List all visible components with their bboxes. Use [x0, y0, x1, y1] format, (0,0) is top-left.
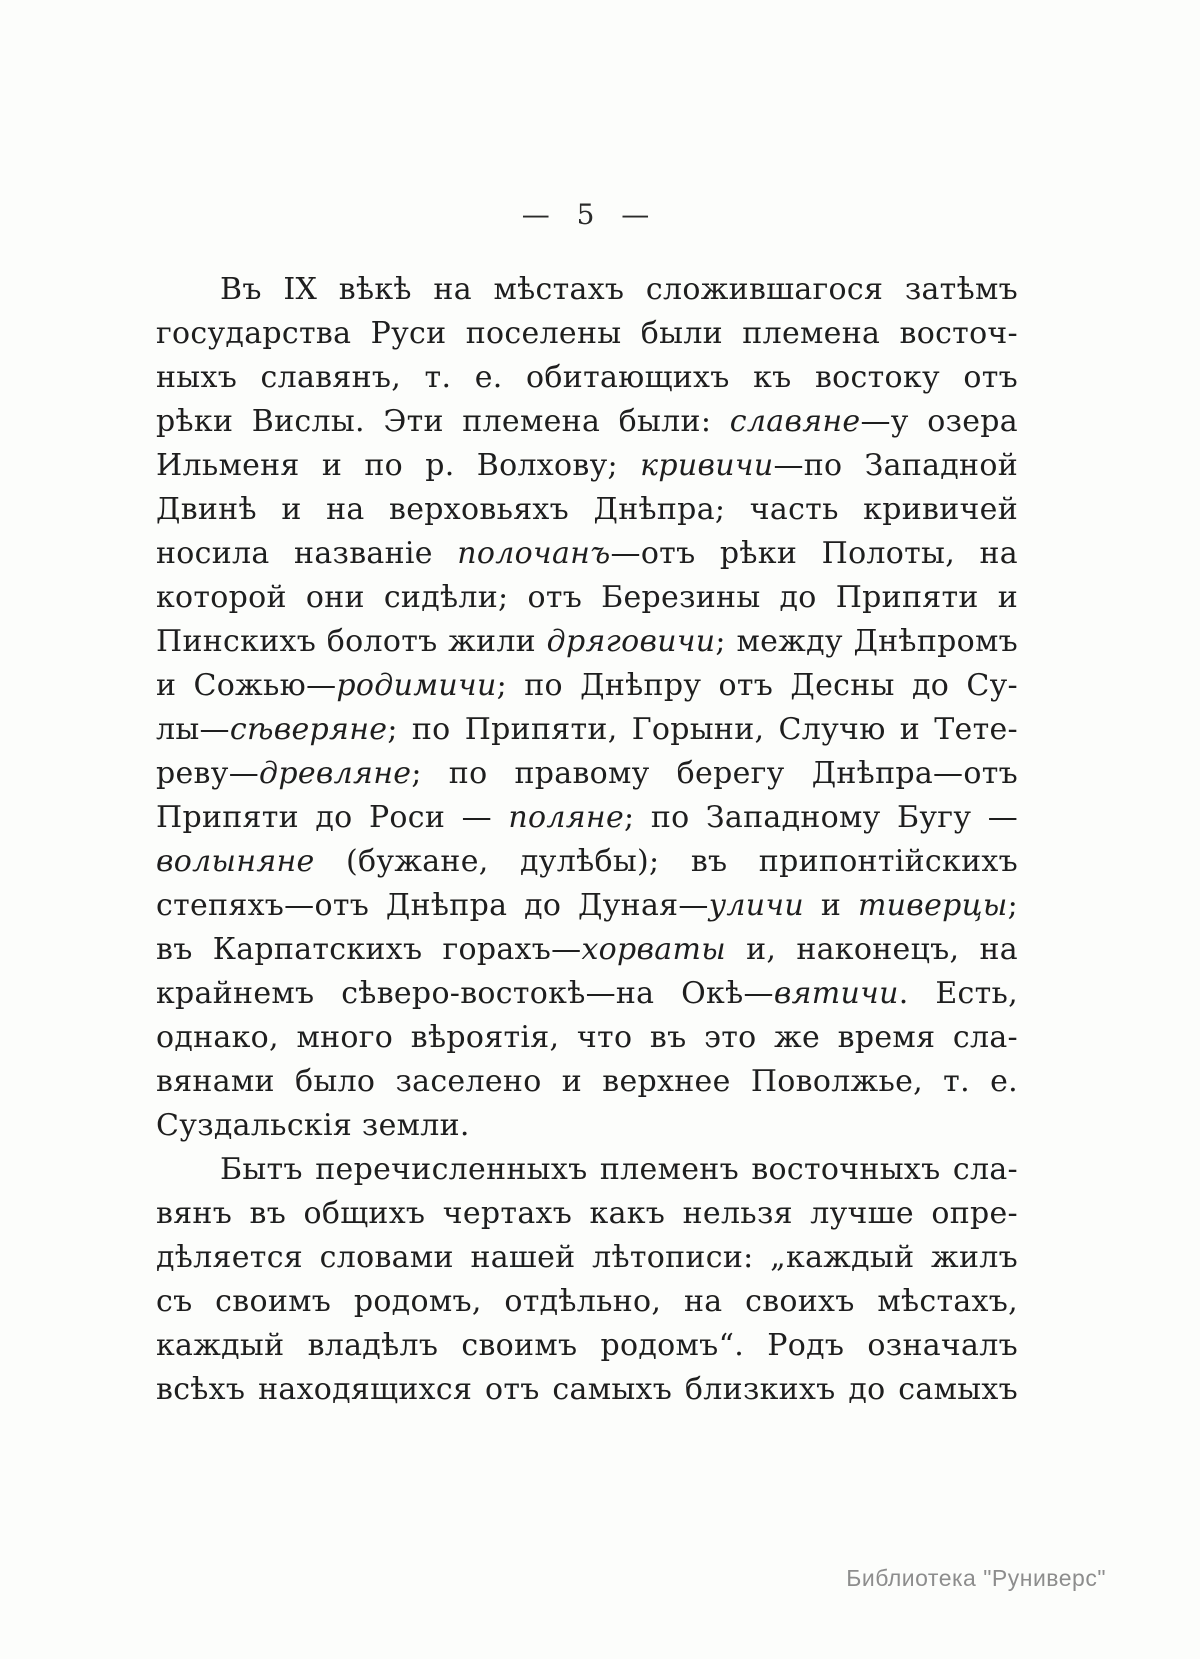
page-number: — 5 —	[521, 198, 651, 231]
text-run: каждый владѣлъ своимъ родомъ“. Родъ означалъ	[156, 1328, 1018, 1363]
text-run: вянъ въ общихъ чертахъ какъ нельзя лучше опре-	[156, 1196, 1018, 1231]
text-run: ;	[1007, 888, 1019, 923]
text-run: государства Руси поселены были племена восточ-	[156, 316, 1018, 351]
text-run: Двинѣ и на верховьяхъ Днѣпра; часть кривичей	[156, 492, 1018, 527]
text-run: . Есть,	[898, 976, 1019, 1011]
text-run: съ своимъ родомъ, отдѣльно, на своихъ мѣстахъ,	[156, 1284, 1018, 1319]
text-run: ; по Припяти, Горыни, Случю и Тете-	[387, 712, 1018, 747]
text-run: Бытъ перечисленныхъ племенъ восточныхъ сла-	[220, 1152, 1018, 1187]
text-line	[156, 1192, 1018, 1236]
text-run: крайнемъ сѣверо-востокѣ—на Окѣ—	[156, 976, 774, 1011]
text-line	[156, 1236, 1018, 1280]
text-run: дѣляется словами нашей лѣтописи: „каждый жилъ	[156, 1240, 1018, 1275]
text-line	[156, 1324, 1018, 1368]
text-line	[156, 664, 1018, 708]
text-run: и Сожью—	[156, 668, 337, 703]
text-run: вянами было заселено и верхнее Поволжье, т. е.	[156, 1064, 1018, 1099]
text-line	[156, 1016, 1018, 1060]
tribe-name-italic: волыняне	[156, 844, 315, 879]
text-run: Ильменя и по р. Волхову;	[156, 448, 641, 483]
tribe-name-italic: хорваты	[581, 932, 726, 967]
tribe-name-italic: сѣверяне	[229, 712, 388, 747]
tribe-name-italic: славяне	[729, 404, 861, 439]
text-run: ; между Днѣпромъ	[715, 624, 1019, 659]
text-line	[156, 1280, 1018, 1324]
text-line	[156, 312, 1018, 356]
text-line	[156, 444, 1018, 488]
text-run: —по Западной	[773, 448, 1018, 483]
tribe-name-italic: полочанъ	[457, 536, 611, 571]
text-run: —отъ рѣки Полоты, на	[610, 536, 1018, 571]
text-run: —у озера	[860, 404, 1018, 439]
text-run: лы—	[156, 712, 230, 747]
text-run: Припяти до Роси —	[156, 800, 509, 835]
text-line	[156, 532, 1018, 576]
tribe-name-italic: кривичи	[640, 448, 774, 483]
text-run: рѣки Вислы. Эти племена были:	[156, 404, 730, 439]
text-line	[156, 796, 1018, 840]
text-line	[156, 356, 1018, 400]
tribe-name-italic: древляне	[259, 756, 412, 791]
text-line	[156, 752, 1018, 796]
text-line	[156, 884, 1018, 928]
text-line	[156, 1104, 1018, 1148]
text-line	[156, 576, 1018, 620]
text-line	[156, 488, 1018, 532]
watermark-runivers: Библиотека "Руниверс"	[846, 1565, 1106, 1591]
text-run: Пинскихъ болотъ жили	[156, 624, 547, 659]
text-line	[156, 840, 1018, 884]
text-run: и	[804, 888, 858, 923]
text-line	[156, 928, 1018, 972]
text-run: всѣхъ находящихся отъ самыхъ близкихъ до самыхъ	[156, 1372, 1018, 1407]
text-run: реву—	[156, 756, 259, 791]
text-line	[156, 708, 1018, 752]
tribe-name-italic: вятичи	[773, 976, 899, 1011]
text-run: ; по правому берегу Днѣпра—отъ	[411, 756, 1018, 791]
text-run: Суздальскія земли.	[156, 1108, 470, 1143]
text-line	[156, 620, 1018, 664]
tribe-name-italic: дряговичи	[546, 624, 716, 659]
text-line	[156, 268, 1018, 312]
tribe-name-italic: родимичи	[336, 668, 497, 703]
text-run: и, наконецъ, на	[725, 932, 1018, 967]
text-run: ныхъ славянъ, т. е. обитающихъ къ востоку отъ	[156, 360, 1018, 395]
text-line	[156, 400, 1018, 444]
text-run: ; по Западному Бугу —	[624, 800, 1018, 835]
text-run: степяхъ—отъ Днѣпра до Дуная—	[156, 888, 709, 923]
text-run: въ Карпатскихъ горахъ—	[156, 932, 582, 967]
text-run: Въ IX вѣкѣ на мѣстахъ сложившагося затѣмъ	[220, 272, 1018, 307]
body-text	[156, 268, 1018, 1412]
text-line	[156, 1060, 1018, 1104]
text-run: которой они сидѣли; отъ Березины до Припяти и	[156, 580, 1018, 615]
text-run: однако, много вѣроятія, что въ это же время сла-	[156, 1020, 1018, 1055]
text-run: носила названіе	[156, 536, 458, 571]
text-line	[156, 1368, 1018, 1412]
tribe-name-italic: поляне	[508, 800, 625, 835]
tribe-name-italic: тиверцы	[857, 888, 1008, 923]
text-line	[156, 1148, 1018, 1192]
text-run: ; по Днѣпру отъ Десны до Су-	[496, 668, 1018, 703]
text-run: (бужане, дулѣбы); въ припонтійскихъ	[314, 844, 1018, 879]
tribe-name-italic: уличи	[708, 888, 805, 923]
text-line	[156, 972, 1018, 1016]
